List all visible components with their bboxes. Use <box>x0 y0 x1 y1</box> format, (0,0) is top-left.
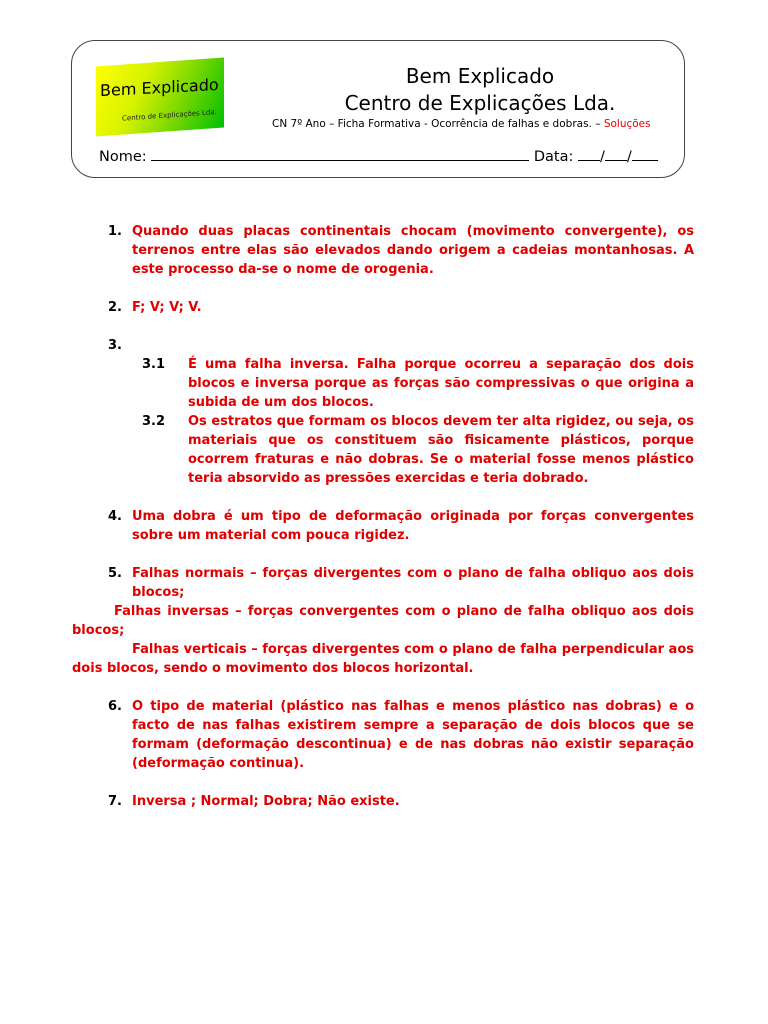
answer-item <box>72 336 694 355</box>
answer-text: Uma dobra é um tipo de deformação originada por forças convergentes sobre um material com pouca rigidez. <box>132 509 694 543</box>
subtitle-solutions: Soluções <box>603 118 651 130</box>
answer-number: 7. <box>108 794 122 809</box>
date-separator: / <box>600 149 605 165</box>
sub-answers <box>72 355 694 488</box>
logo <box>96 58 224 137</box>
logo-title: Bem Explicado <box>100 74 219 101</box>
answer-item <box>72 222 694 279</box>
answer-text: Falhas normais – forças divergentes com o plano de falha obliquo aos dois blocos; <box>132 566 694 600</box>
answer-number: 3. <box>108 338 122 353</box>
sub-answer-item <box>72 355 694 412</box>
date-separator: / <box>626 149 632 165</box>
date-label: Data: <box>533 149 574 165</box>
answer-item-5 <box>72 564 694 678</box>
answer-text: Falhas verticais – forças divergentes com o plano de falha perpendicular aos dois blocos, sendo o movimento dos blocos horizontal. <box>72 642 694 676</box>
answer-number: 6. <box>108 699 122 714</box>
name-field[interactable] <box>151 148 529 161</box>
sub-answer-number: 3.2 <box>142 414 166 429</box>
logo-subtitle: Centro de Explicações Lda. <box>122 108 217 123</box>
answer-continuation <box>72 640 694 678</box>
answer-text: Quando duas placas continentais chocam (movimento convergente), os terrenos entre elas são elevados dando origem a cadeias montanhosas. A este processo da-se o nome de orogenia. <box>132 224 694 277</box>
date-month-field[interactable] <box>605 148 627 161</box>
org-name-line2: Centro de Explicações Lda. <box>344 91 616 115</box>
answer-item <box>72 792 694 811</box>
subtitle-main: CN 7º Ano – Ficha Formativa - Ocorrência de falhas e dobras. – <box>272 118 601 130</box>
name-label: Nome: <box>99 149 147 165</box>
sub-answer-number: 3.1 <box>142 357 166 372</box>
sub-answer-text: Os estratos que formam os blocos devem ter alta rigidez, ou seja, os materiais que os constituem são fisicamente plásticos, porque ocorrem fraturas e não dobras. Se o material fosse menos plástico teria absorvido as pressões exercidas e teria dobrado. <box>188 414 694 486</box>
answer-number: 5. <box>108 566 122 581</box>
answer-number: 2. <box>108 300 122 315</box>
answers-list <box>72 222 694 830</box>
name-date-row <box>99 148 658 165</box>
answer-number: 4. <box>108 509 122 524</box>
answer-item <box>72 564 694 602</box>
worksheet-subtitle <box>272 118 651 130</box>
answer-item <box>72 697 694 773</box>
answer-item <box>72 298 694 317</box>
answer-text: O tipo de material (plástico nas falhas e menos plástico nas dobras) e o facto de nas falhas existirem sempre a separação de dois blocos que se formam (deformação descontinua) e de nas dobras não existir separação (deformação continua). <box>132 699 694 771</box>
answer-text: F; V; V; V. <box>132 300 202 315</box>
answer-continuation <box>72 602 694 640</box>
answer-text: Inversa ; Normal; Dobra; Não existe. <box>132 794 400 809</box>
org-name-line1: Bem Explicado <box>405 64 555 88</box>
answer-number: 1. <box>108 224 122 239</box>
sub-answer-text: É uma falha inversa. Falha porque ocorreu a separação dos dois blocos e inversa porque as forças são compressivas o que origina a subida de um dos blocos. <box>188 357 694 410</box>
date-year-field[interactable] <box>632 148 658 161</box>
answer-item <box>72 507 694 545</box>
answer-text: Falhas inversas – forças convergentes com o plano de falha obliquo aos dois blocos; <box>72 604 694 638</box>
sub-answer-item <box>72 412 694 488</box>
date-day-field[interactable] <box>578 148 600 161</box>
